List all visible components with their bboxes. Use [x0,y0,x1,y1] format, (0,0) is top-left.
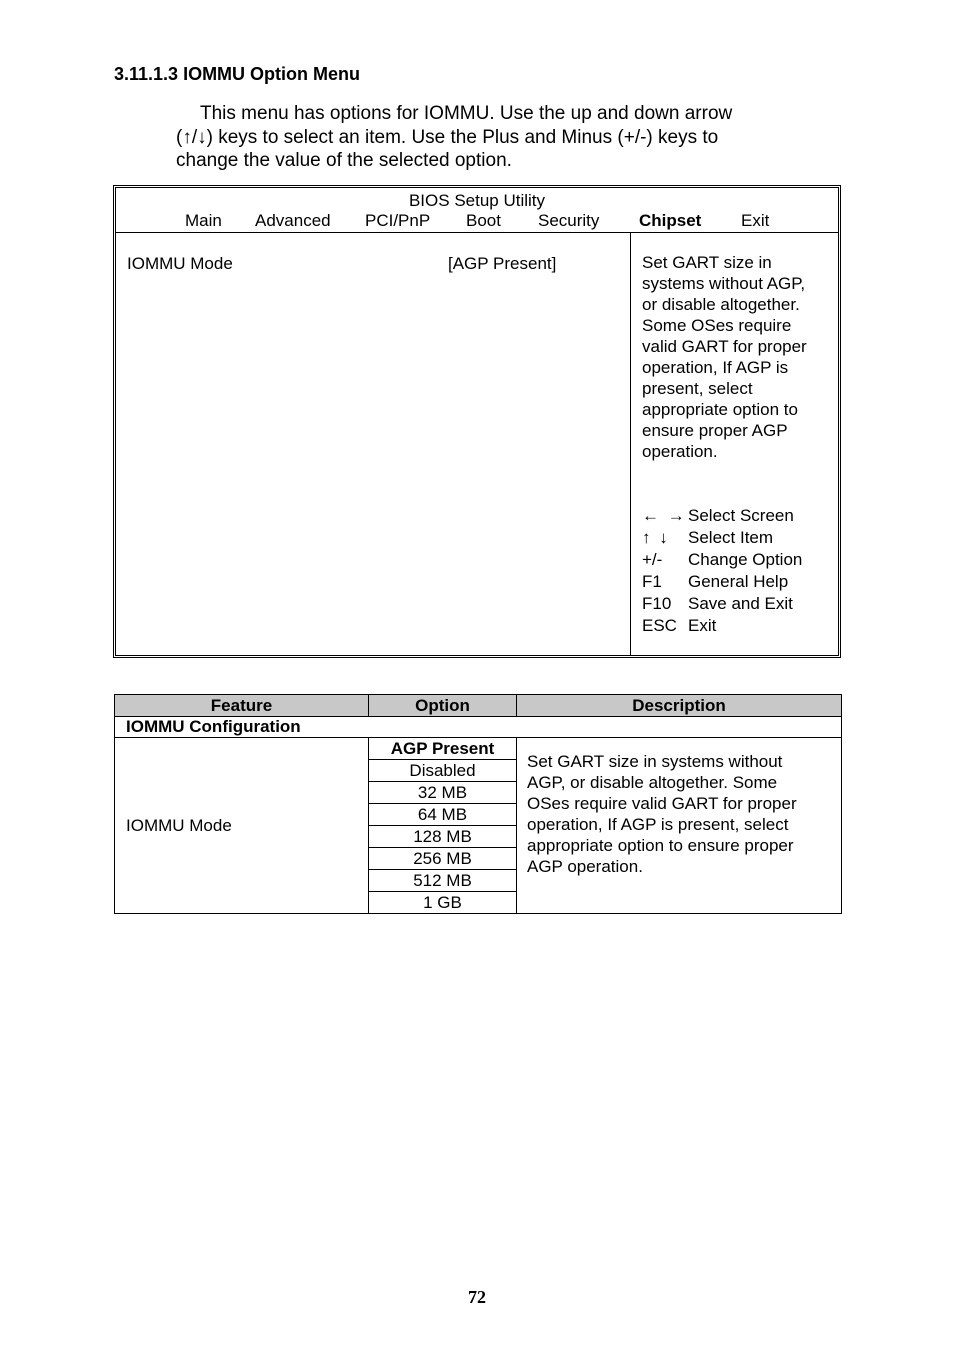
feature-cell: IOMMU Mode [115,738,369,914]
section-label: IOMMU Configuration [115,717,842,738]
key-legend-row [642,615,832,637]
key-legend-row [642,505,832,527]
option-cell: 32 MB [369,782,517,804]
table-section-row [115,717,842,738]
key-legend [642,505,832,637]
option-cell: 64 MB [369,804,517,826]
key-action: Change Option [688,550,803,569]
help-line: valid GART for proper [642,337,807,356]
description-line: OSes require valid GART for proper [527,794,797,813]
key-action: Exit [688,616,717,635]
key-action: Select Item [688,528,774,547]
bios-header [116,188,838,233]
description-cell [517,738,842,914]
header-description: Description [517,695,842,717]
key-legend-row [642,527,832,549]
description-line: AGP operation. [527,857,643,876]
help-line: systems without AGP, [642,274,806,293]
option-cell-default: AGP Present [369,738,517,760]
description-line: appropriate option to ensure proper [527,836,794,855]
intro-line-3: change the value of the selected option. [176,150,512,171]
iommu-mode-value[interactable]: [AGP Present] [448,254,557,273]
help-line: operation, If AGP is [642,358,789,377]
help-line: ensure proper AGP [642,421,788,440]
menu-tab-main[interactable]: Main [185,211,222,230]
bios-pane-divider [630,232,631,655]
menu-tab-exit[interactable]: Exit [741,211,770,230]
key-legend-row [642,571,832,593]
menu-tab-boot[interactable]: Boot [466,211,501,230]
help-line: Some OSes require [642,316,792,335]
intro-line-2: (↑/↓) keys to select an item. Use the Plus and Minus (+/-) keys to [176,126,719,148]
help-panel [642,252,828,462]
key-action: Save and Exit [688,594,793,613]
key-legend-row [642,549,832,571]
menu-tab-advanced[interactable]: Advanced [255,211,331,230]
up-down-arrow-icon: ↑ ↓ [642,528,670,547]
iommu-mode-label[interactable]: IOMMU Mode [127,254,233,273]
key-action: General Help [688,572,789,591]
key-legend-row [642,593,832,615]
option-cell: 1 GB [369,892,517,914]
option-cell: Disabled [369,760,517,782]
bios-setup-screen [113,185,841,658]
help-line: Set GART size in [642,253,772,272]
option-cell: 512 MB [369,870,517,892]
table-header-row [115,695,842,717]
intro-paragraph [176,102,816,173]
intro-line-1: This menu has options for IOMMU. Use the up and down arrow [200,103,733,124]
description-line: Set GART size in systems without [527,752,783,771]
key-name: F10 [642,594,672,613]
page-number: 72 [468,1287,486,1307]
help-line: appropriate option to [642,400,798,419]
header-feature: Feature [115,695,369,717]
menu-tab-pcipnp[interactable]: PCI/PnP [365,211,431,230]
options-table [114,694,842,914]
help-line: present, select [642,379,753,398]
key-name: +/- [642,550,663,569]
menu-tab-security[interactable]: Security [538,211,600,230]
help-line: operation. [642,442,718,461]
option-cell: 256 MB [369,848,517,870]
option-cell: 128 MB [369,826,517,848]
table-row [115,738,842,760]
description-line: AGP, or disable altogether. Some [527,773,778,792]
description-line: operation, If AGP is present, select [527,815,789,834]
key-name: ESC [642,616,677,635]
left-right-arrow-icon: ← → [642,506,687,525]
help-line: or disable altogether. [642,295,800,314]
key-action: Select Screen [688,506,794,525]
section-heading: 3.11.1.3 IOMMU Option Menu [114,64,361,84]
header-option: Option [369,695,517,717]
bios-title: BIOS Setup Utility [408,191,546,210]
menu-tab-chipset[interactable]: Chipset [639,211,702,230]
key-name: F1 [642,572,662,591]
